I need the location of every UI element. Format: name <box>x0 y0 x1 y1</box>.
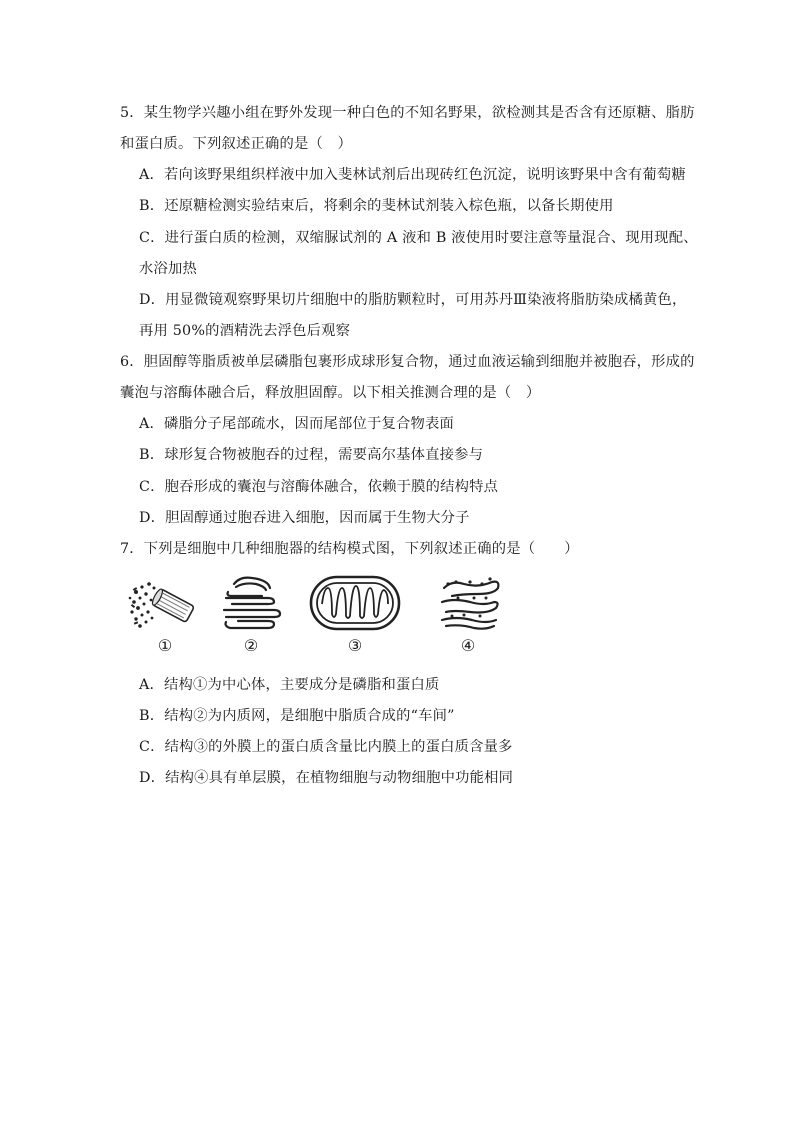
question-6-stem-line-1: 6．胆固醇等脂质被单层磷脂包裹形成球形复合物，通过血液运输到细胞并被胞吞，形成的 <box>120 354 695 370</box>
question-7-option-d: D．结构④具有单层膜，在植物细胞与动物细胞中功能相同 <box>139 770 514 786</box>
organelle-figure <box>120 574 520 660</box>
figure-label-1: ① <box>157 636 173 655</box>
question-6-option-b: B．球形复合物被胞吞的过程，需要高尔基体直接参与 <box>139 447 484 463</box>
question-5-option-d-line-2: 再用 50%的酒精洗去浮色后观察 <box>139 323 351 339</box>
question-5-stem-line-2: 和蛋白质。下列叙述正确的是（ ） <box>120 136 352 152</box>
question-6-option-a: A．磷脂分子尾部疏水，因而尾部位于复合物表面 <box>139 416 454 432</box>
question-6-option-c: C．胞吞形成的囊泡与溶酶体融合，依赖于膜的结构特点 <box>139 479 499 495</box>
figure-label-3: ③ <box>347 636 363 655</box>
question-7-option-c: C．结构③的外膜上的蛋白质含量比内膜上的蛋白质含量多 <box>139 739 513 755</box>
question-5-option-c-line-1: C．进行蛋白质的检测，双缩脲试剂的 A 液和 B 液使用时要注意等量混合、现用现配、 <box>139 230 698 246</box>
question-6-stem-line-2: 囊泡与溶酶体融合后，释放胆固醇。以下相关推测合理的是（ ） <box>120 385 541 401</box>
question-7-stem: 7．下列是细胞中几种细胞器的结构模式图，下列叙述正确的是（ ） <box>120 541 579 557</box>
question-7-option-b: B．结构②为内质网，是细胞中脂质合成的“车间” <box>139 708 455 724</box>
question-5-stem-line-1: 5．某生物学兴趣小组在野外发现一种白色的不知名野果，欲检测其是否含有还原糖、脂肪 <box>120 105 695 121</box>
figure-label-2: ② <box>243 636 259 655</box>
question-6-option-d: D．胆固醇通过胞吞进入细胞，因而属于生物大分子 <box>139 510 470 526</box>
mitochondrion-image <box>308 574 402 632</box>
question-5-option-b: B．还原糖检测实验结束后，将剩余的斐林试剂装入棕色瓶，以备长期使用 <box>139 198 614 214</box>
endoplasmic-reticulum-image <box>434 574 502 634</box>
question-5-option-c-line-2: 水浴加热 <box>139 261 197 277</box>
figure-label-4: ④ <box>460 636 476 655</box>
question-5-option-a: A．若向该野果组织样液中加入斐林试剂后出现砖红色沉淀，说明该野果中含有葡萄糖 <box>139 167 686 183</box>
golgi-apparatus-image <box>218 574 282 634</box>
centrosome-image <box>124 574 200 634</box>
question-7-option-a: A．结构①为中心体，主要成分是磷脂和蛋白质 <box>139 677 440 693</box>
question-5-option-d-line-1: D．用显微镜观察野果切片细胞中的脂肪颗粒时，可用苏丹Ⅲ染液将脂肪染成橘黄色， <box>139 292 687 308</box>
